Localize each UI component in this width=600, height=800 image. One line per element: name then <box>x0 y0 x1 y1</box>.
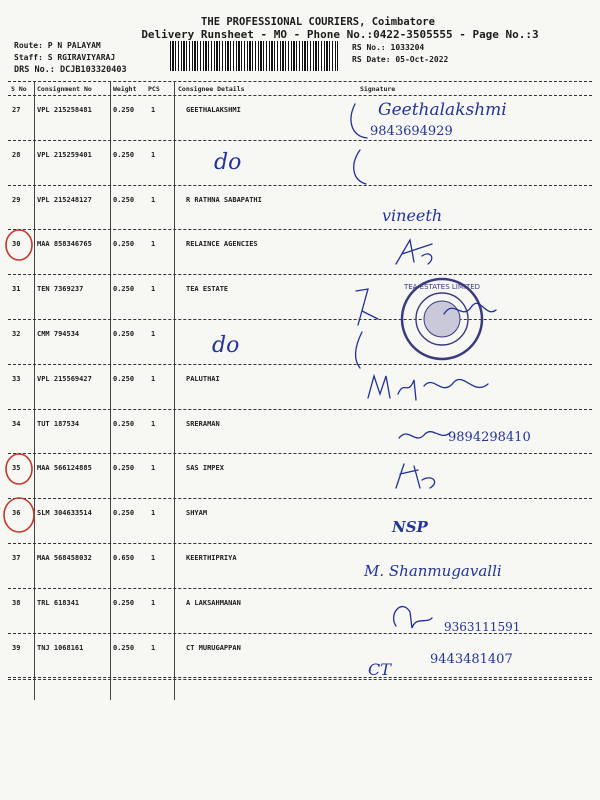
row-consignment-no: TNJ 1068161 <box>37 643 84 652</box>
signature-stroke-row32 <box>348 328 378 370</box>
signature-row27: Geethalakshmi <box>378 100 507 120</box>
row-consignment-no: MAA 568458032 <box>37 554 92 562</box>
row-weight: 0.250 <box>113 509 135 518</box>
row-consignee: RELAINCE AGENCIES <box>186 240 258 249</box>
barcode <box>170 41 338 71</box>
staff-label: Staff: S RGIRAVIYARAJ <box>14 53 116 62</box>
ditto-mark-row28: do <box>214 150 242 175</box>
signature-stroke-row28 <box>346 146 376 188</box>
row-weight: 0.250 <box>113 643 135 652</box>
row-weight: 0.250 <box>113 464 135 473</box>
company-title: THE PROFESSIONAL COURIERS, Coimbatore <box>201 16 435 28</box>
row-consignment-no: MAA 858346765 <box>37 240 92 249</box>
row-consignee: GEETHALAKSHMI <box>186 106 241 114</box>
row-weight: 0.250 <box>113 195 135 204</box>
row-sno: 37 <box>12 554 21 562</box>
table-row <box>0 230 600 278</box>
table-row <box>0 544 600 592</box>
table-bottom-rule <box>8 679 592 680</box>
row-consignee: PALUTHAI <box>186 374 220 383</box>
row-pcs: 1 <box>151 598 156 607</box>
red-circle-mark-row35 <box>4 450 34 488</box>
row-sno: 38 <box>12 598 21 607</box>
row-consignment-no: VPL 215248127 <box>37 195 92 204</box>
signature-stroke-row34 <box>395 424 455 448</box>
row-consignee: SHYAM <box>186 509 208 518</box>
row-consignment-no: TUT 187534 <box>37 419 80 428</box>
signature-stroke-row27 <box>345 100 375 142</box>
row-pcs: 1 <box>151 554 156 562</box>
drs-number: DRS No.: DCJB103320403 <box>14 65 127 75</box>
signature-row36: NSP <box>392 518 428 536</box>
signature-stroke-row35 <box>392 458 448 494</box>
row-consignment-no: SLM 304633514 <box>37 509 92 518</box>
row-sno: 30 <box>12 240 21 249</box>
row-pcs: 1 <box>151 330 156 338</box>
phone-row27: 9843694929 <box>370 124 453 139</box>
table-row <box>0 320 600 368</box>
table-row <box>0 275 600 323</box>
signature-row29: vineeth <box>382 206 443 225</box>
row-weight: 0.250 <box>113 150 135 159</box>
phone-row39: 9443481407 <box>430 652 513 667</box>
row-pcs: 1 <box>151 195 156 204</box>
ditto-mark-row32: do <box>212 333 240 358</box>
row-sno: 34 <box>12 419 21 428</box>
row-pcs: 1 <box>151 464 156 473</box>
row-consignment-no: MAA 566124885 <box>37 464 92 473</box>
row-consignee: KEERTHIPRIYA <box>186 554 237 562</box>
row-weight: 0.250 <box>113 240 135 249</box>
row-pcs: 1 <box>151 240 156 249</box>
rs-date: RS Date: 05-Oct-2022 <box>352 55 449 64</box>
row-pcs: 1 <box>151 643 156 652</box>
table-row <box>0 186 600 234</box>
route-label: Route: P N PALAYAM <box>14 41 101 50</box>
rs-number: RS No.: 1033204 <box>352 43 425 52</box>
row-weight: 0.250 <box>113 419 135 428</box>
signature-stroke-row31b <box>440 296 500 326</box>
row-pcs: 1 <box>151 419 156 428</box>
row-sno: 32 <box>12 330 21 338</box>
signature-stroke-row30 <box>392 236 442 270</box>
row-sno: 33 <box>12 374 21 383</box>
table-row <box>0 499 600 547</box>
row-pcs: 1 <box>151 509 156 518</box>
row-sno: 29 <box>12 195 21 204</box>
row-consignee: A LAKSAHMANAN <box>186 598 241 607</box>
red-circle-mark-row30 <box>4 226 34 264</box>
table-row <box>0 96 600 144</box>
row-sno: 36 <box>12 509 21 518</box>
stamp-text: TEA ESTATES LIMITED <box>403 283 481 291</box>
signature-row37: M. Shanmugavalli <box>364 562 502 580</box>
table-row <box>0 141 600 189</box>
row-pcs: 1 <box>151 106 156 114</box>
column-header-signature: Signature <box>360 85 396 93</box>
row-weight: 0.250 <box>113 330 135 338</box>
row-consignment-no: VPL 215259401 <box>37 150 92 159</box>
row-weight: 0.250 <box>113 285 135 294</box>
row-sno: 27 <box>12 106 21 114</box>
row-consignment-no: VPL 215258481 <box>37 106 92 114</box>
column-header-consignment: Consignment No <box>37 85 92 93</box>
row-sno: 39 <box>12 643 21 652</box>
phone-row34: 9894298410 <box>448 430 531 445</box>
column-header-sno: S No <box>11 85 27 93</box>
row-consignee: SAS IMPEX <box>186 464 224 473</box>
row-sno: 28 <box>12 150 21 159</box>
row-pcs: 1 <box>151 150 156 159</box>
table-row <box>0 365 600 413</box>
phone-row38: 9363111591 <box>444 620 521 634</box>
table-row <box>0 454 600 502</box>
table-top-rule <box>8 81 592 82</box>
row-sno: 31 <box>12 285 21 294</box>
row-consignment-no: CMM 794534 <box>37 330 80 338</box>
row-consignment-no: VPL 215569427 <box>37 374 92 383</box>
row-consignment-no: TEN 7369237 <box>37 285 84 294</box>
row-consignee: CT MURUGAPPAN <box>186 643 241 652</box>
column-header-pcs: PCS <box>148 85 160 93</box>
runsheet-title: Delivery Runsheet - MO - Phone No.:0422-3505555 - Page No.:3 <box>141 28 539 41</box>
row-consignee: TEA ESTATE <box>186 285 229 294</box>
row-consignment-no: TRL 618341 <box>37 598 80 607</box>
row-consignee: R RATHNA SABAPATHI <box>186 195 262 204</box>
row-pcs: 1 <box>151 285 156 294</box>
row-consignee: SRERAMAN <box>186 419 220 428</box>
row-weight: 0.250 <box>113 374 135 383</box>
row-weight: 0.250 <box>113 106 135 114</box>
signature-row39: CT <box>368 660 391 679</box>
column-header-consignee: Consignee Details <box>178 85 245 93</box>
signature-stroke-row33 <box>364 370 504 406</box>
row-weight: 0.650 <box>113 554 135 562</box>
row-weight: 0.250 <box>113 598 135 607</box>
row-sno: 35 <box>12 464 21 473</box>
row-pcs: 1 <box>151 374 156 383</box>
column-header-weight: Weight <box>113 85 137 93</box>
signature-stroke-row38 <box>386 594 436 634</box>
red-circle-mark-row36 <box>2 494 38 536</box>
